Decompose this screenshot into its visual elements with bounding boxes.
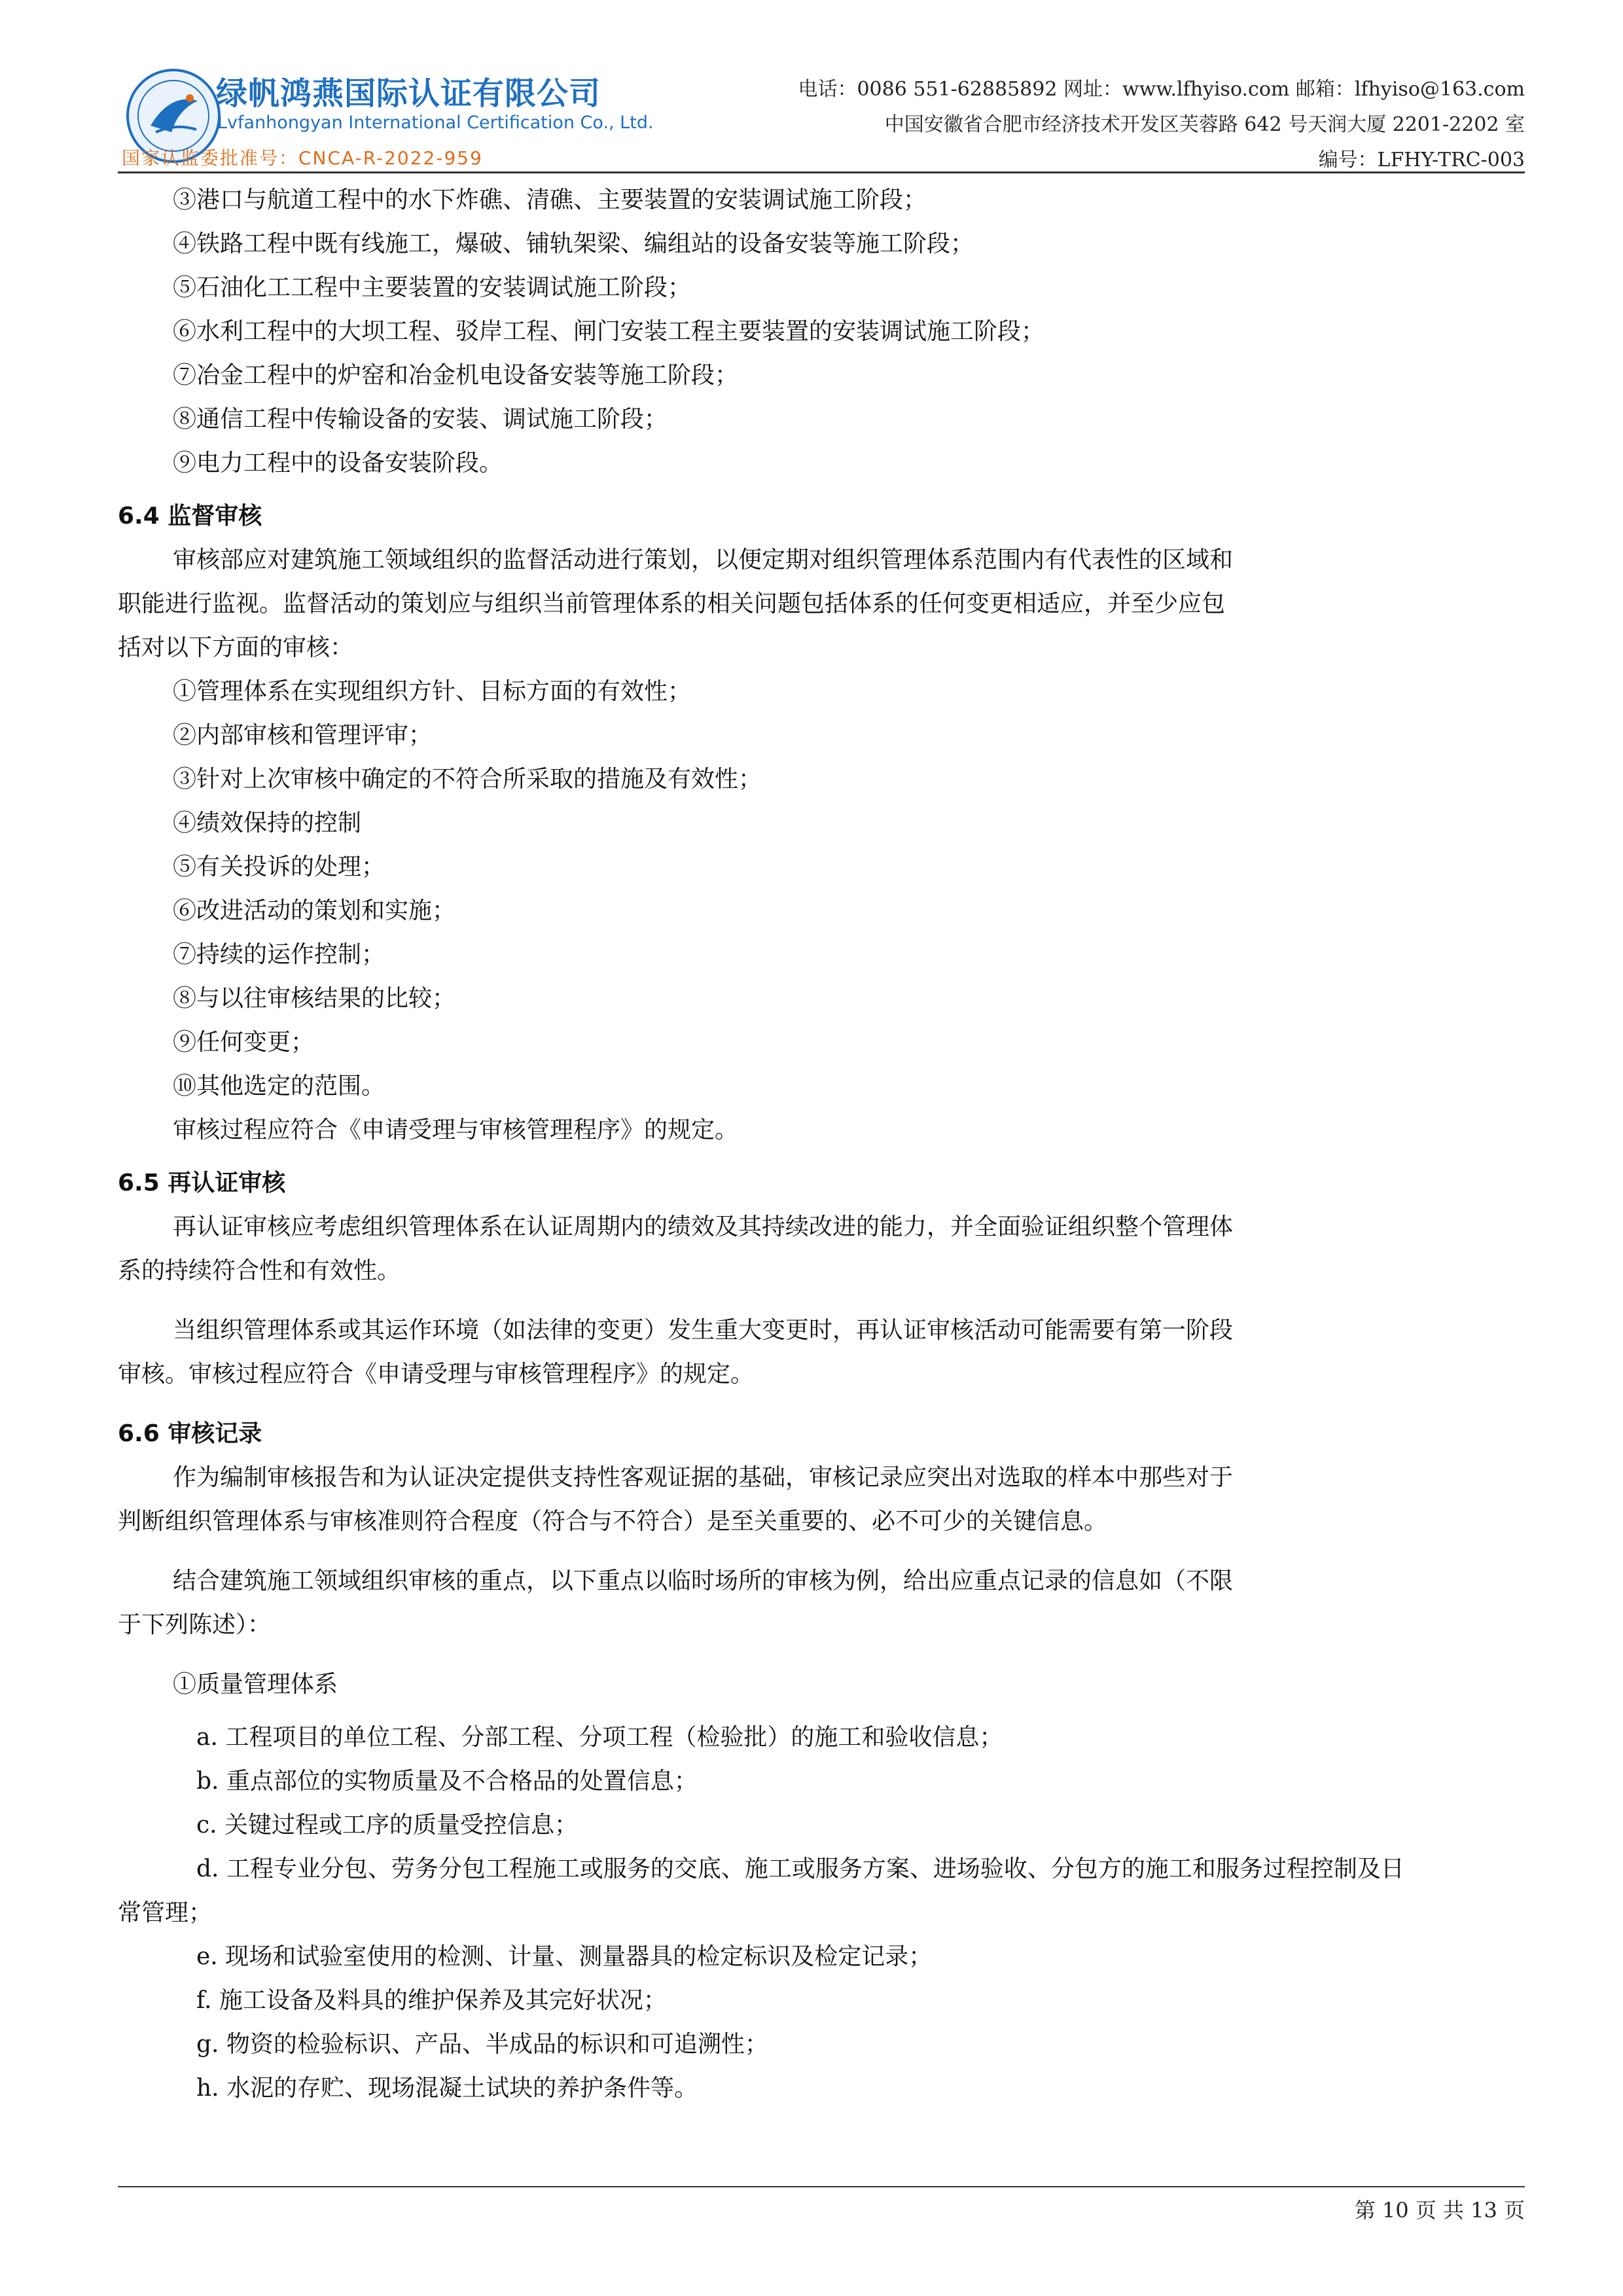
contact-line: 电话：0086 551-62885892 网址：www.lfhyiso.com 邮箱：lfhyiso@163.com: [798, 78, 1525, 101]
list-item: ⑦冶金工程中的炉窑和冶金机电设备安装等施工阶段；: [173, 362, 739, 389]
list-item: ③港口与航道工程中的水下炸礁、清礁、主要装置的安装调试施工阶段；: [173, 187, 927, 213]
list-item: ⑩其他选定的范围。: [173, 1073, 385, 1100]
brand-name-cn: 绿帆鸿燕国际认证有限公司: [216, 75, 601, 112]
page-header: [118, 59, 1525, 170]
header-divider: [118, 171, 1525, 173]
list-item: e. 现场和试验室使用的检测、计量、测量器具的检定标识及检定记录；: [196, 1943, 933, 1970]
list-item: ④绩效保持的控制: [173, 810, 362, 836]
section-heading: 6.6 审核记录: [118, 1420, 262, 1447]
list-item: ⑥水利工程中的大坝工程、驳岸工程、闸门安装工程主要装置的安装调试施工阶段；: [173, 318, 1045, 345]
paragraph-line: 系的持续符合性和有效性。: [118, 1257, 401, 1284]
list-item: ②内部审核和管理评审；: [173, 722, 433, 749]
list-item: a. 工程项目的单位工程、分部工程、分项工程（检验批）的施工和验收信息；: [196, 1724, 1003, 1751]
list-item: h. 水泥的存贮、现场混凝土试块的养护条件等。: [196, 2075, 698, 2102]
section-heading: 6.5 再认证审核: [118, 1170, 286, 1196]
doc-number: 编号：LFHY-TRC-003: [1318, 149, 1525, 171]
list-item: ⑥改进活动的策划和实施；: [173, 897, 456, 924]
list-item: ①管理体系在实现组织方针、目标方面的有效性；: [173, 678, 692, 705]
address-line: 中国安徽省合肥市经济技术开发区芙蓉路 642 号天润大厦 2201-2202 室: [884, 113, 1525, 136]
document-body: [118, 178, 1525, 2110]
list-item: f. 施工设备及料具的维护保养及其完好状况；: [196, 1987, 667, 2014]
sub-heading: ①质量管理体系: [173, 1671, 338, 1698]
paragraph-line: 括对以下方面的审核：: [118, 634, 354, 661]
paragraph-line: 于下列陈述）：: [118, 1611, 272, 1638]
list-item: ⑧通信工程中传输设备的安装、调试施工阶段；: [173, 406, 668, 433]
contact-block: [798, 72, 1525, 178]
list-item: ⑦持续的运作控制；: [173, 941, 385, 968]
paragraph-line: 判断组织管理体系与审核准则符合程度（符合与不符合）是至关重要的、必不可少的关键信息。: [118, 1508, 1108, 1535]
paragraph-line: 再认证审核应考虑组织管理体系在认证周期内的绩效及其持续改进的能力，并全面验证组织整个管理体: [173, 1213, 1234, 1240]
paragraph-line: 结合建筑施工领域组织审核的重点，以下重点以临时场所的审核为例，给出应重点记录的信息如（不限: [173, 1568, 1234, 1594]
list-item: ⑨电力工程中的设备安装阶段。: [173, 450, 503, 476]
brand-name-en: Lvfanhongyan International Certification Co., Ltd.: [217, 113, 654, 133]
list-item: ⑤有关投诉的处理；: [173, 853, 385, 880]
list-item: b. 重点部位的实物质量及不合格品的处置信息；: [196, 1768, 698, 1795]
paragraph-line: 职能进行监视。监督活动的策划应与组织当前管理体系的相关问题包括体系的任何变更相适应，并至少应包: [118, 590, 1226, 617]
list-item: ④铁路工程中既有线施工，爆破、铺轨架梁、编组站的设备安装等施工阶段；: [173, 230, 974, 257]
list-item: ⑨任何变更；: [173, 1029, 315, 1056]
list-item: g. 物资的检验标识、产品、半成品的标识和可追溯性；: [196, 2031, 768, 2058]
paragraph-line: 审核部应对建筑施工领域组织的监督活动进行策划，以便定期对组织管理体系范围内有代表性的区域和: [173, 547, 1234, 573]
footer-divider: [118, 2186, 1525, 2187]
section-heading: 6.4 监督审核: [118, 503, 262, 529]
approval-number: 国家认监委批准号：CNCA-R-2022-959: [122, 147, 483, 169]
paragraph-line: 当组织管理体系或其运作环境（如法律的变更）发生重大变更时，再认证审核活动可能需要有第一阶段: [173, 1317, 1234, 1344]
paragraph-line: 作为编制审核报告和为认证决定提供支持性客观证据的基础，审核记录应突出对选取的样本中那些对于: [173, 1464, 1234, 1491]
list-item: ③针对上次审核中确定的不符合所采取的措施及有效性；: [173, 766, 762, 793]
page-number: 第 10 页 共 13 页: [1354, 2198, 1525, 2223]
list-item: d. 工程专业分包、劳务分包工程施工或服务的交底、施工或服务方案、进场验收、分包方的施工和服务过程控制及日: [196, 1856, 1404, 1882]
list-item: ⑤石油化工工程中主要装置的安装调试施工阶段；: [173, 274, 692, 301]
paragraph-line: 审核。审核过程应符合《申请受理与审核管理程序》的规定。: [118, 1361, 755, 1388]
paragraph-line: 审核过程应符合《申请受理与审核管理程序》的规定。: [173, 1117, 739, 1143]
list-item: c. 关键过程或工序的质量受控信息；: [196, 1812, 579, 1839]
list-item: 常管理；: [118, 1899, 213, 1926]
list-item: ⑧与以往审核结果的比较；: [173, 985, 456, 1012]
